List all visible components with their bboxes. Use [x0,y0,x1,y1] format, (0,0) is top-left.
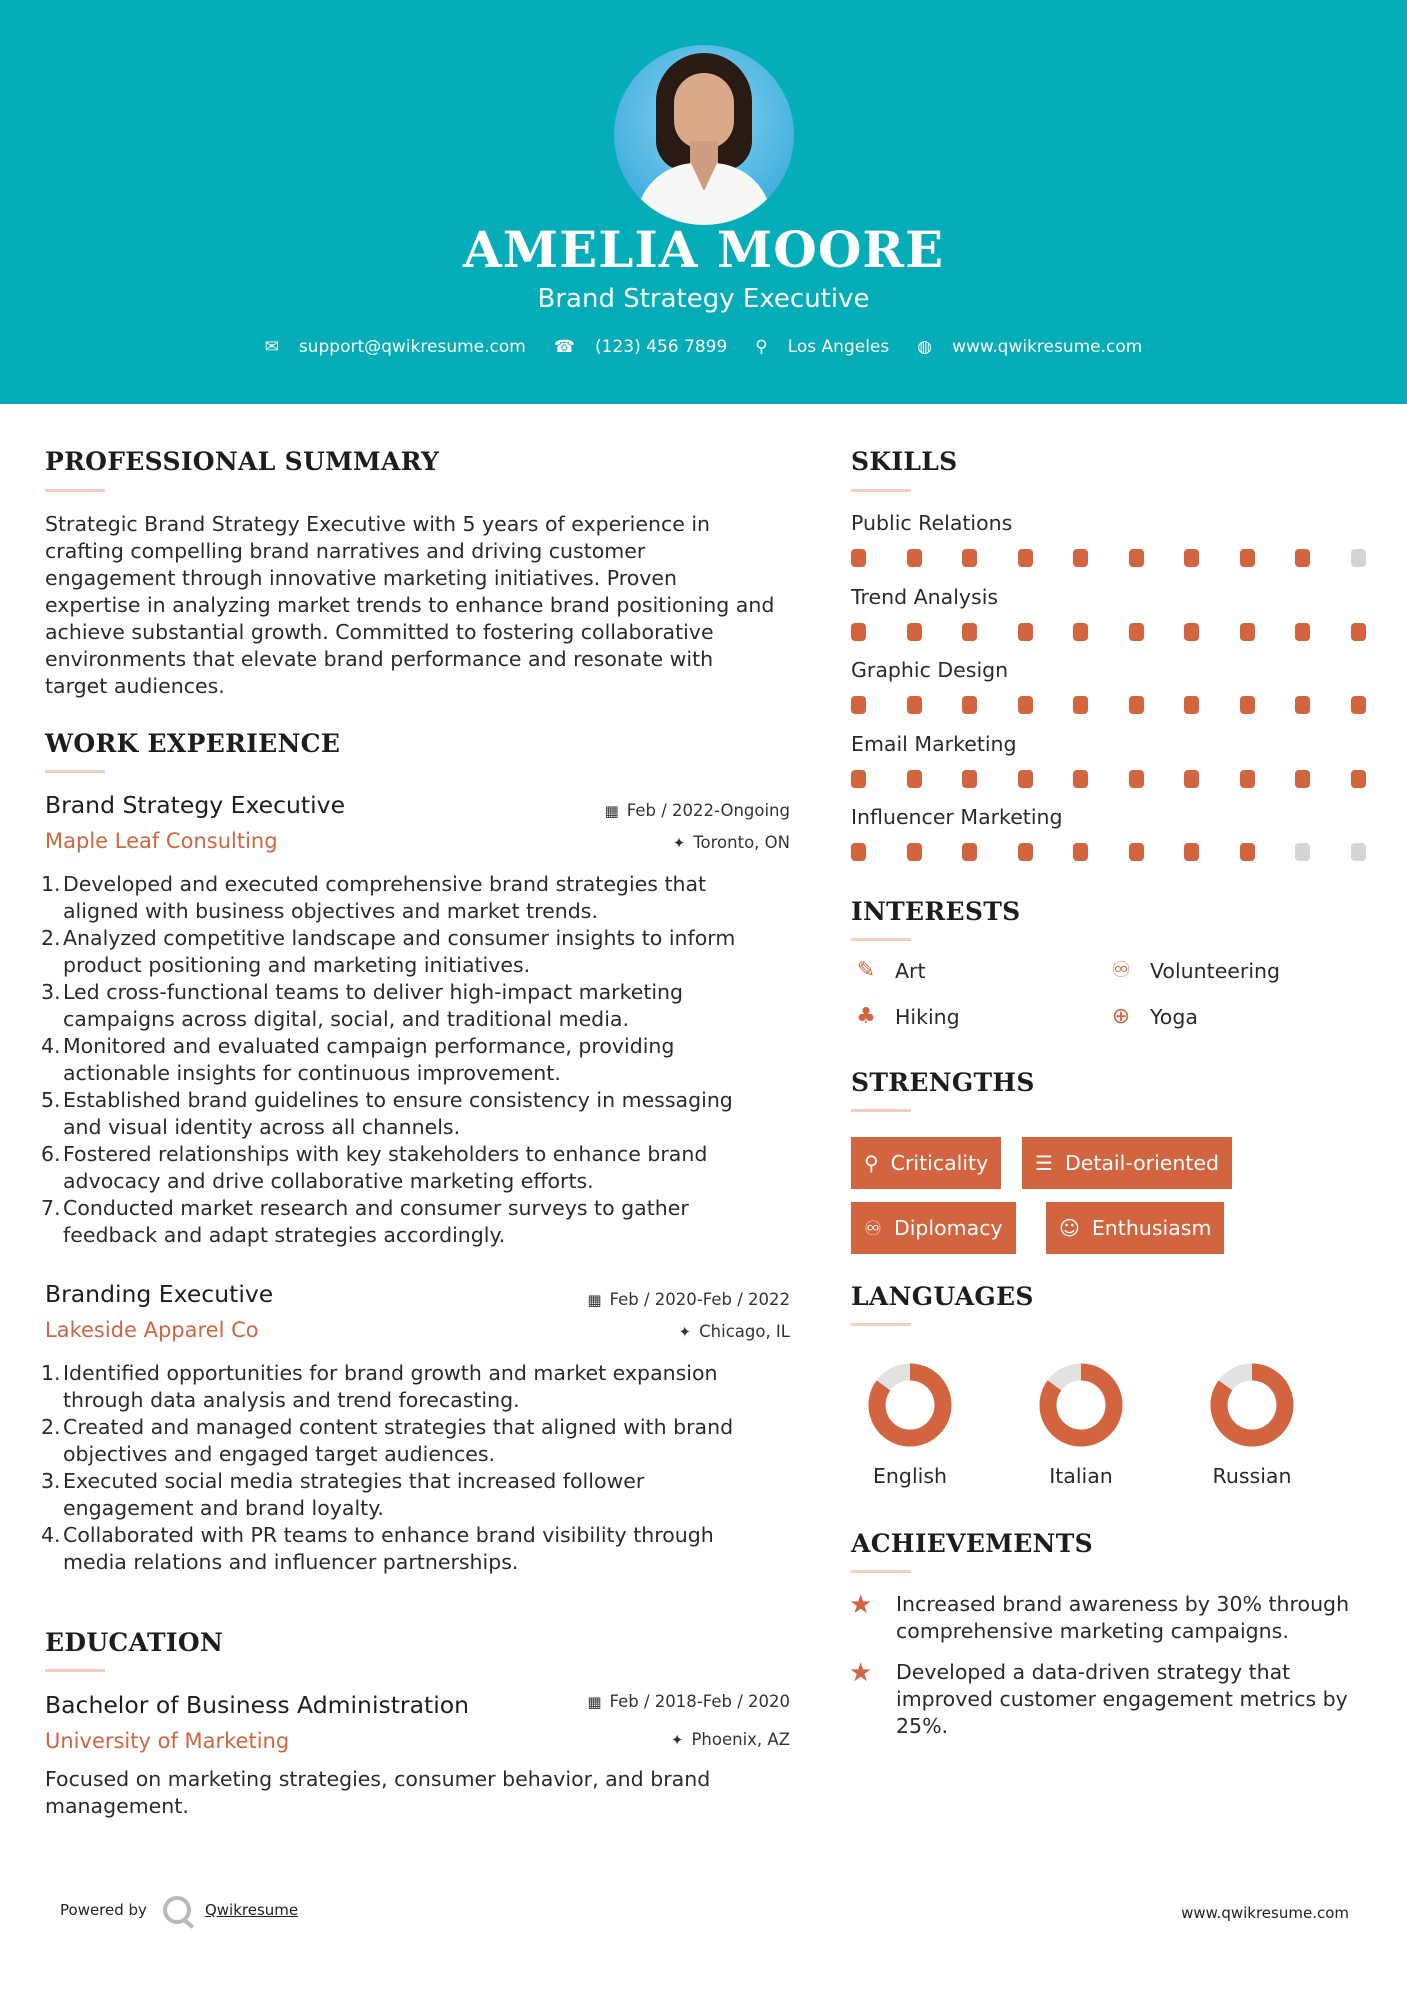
strength-enthusiasm: ☺ Enthusiasm [1046,1202,1224,1254]
skill-dot-filled [907,843,922,861]
skill-dot-filled [1018,549,1033,567]
skill-dot-filled [962,770,977,788]
skill-rating [851,770,1361,788]
skill-dot-filled [1351,696,1366,714]
achievements-rule [851,1570,911,1573]
contact-location [755,337,889,357]
website-text: www.qwikresume.com [952,337,1143,357]
list-item: 5. Established brand guidelines to ensure consistency in messaging and visual identity across all channels. [41,1088,733,1139]
skill-dot-filled [1073,843,1088,861]
candidate-name: AMELIA MOORE [462,220,945,279]
skill-dot-filled [1018,696,1033,714]
list-item: 7. Conducted market research and consumer surveys to gather feedback and adapt strategies accordingly. [41,1196,689,1247]
smile-icon: ☺ [1059,1216,1080,1240]
skill-dot-filled [851,843,866,861]
footer-powered-by [60,1896,298,1924]
life-ring-icon: ⊕ [1111,1004,1131,1029]
summary-heading: PROFESSIONAL SUMMARY [45,447,440,476]
skill-dot-filled [1184,549,1199,567]
calendar-icon: ▦ [587,1291,602,1309]
skill-rating [851,623,1361,641]
language-name: Russian [1212,1464,1292,1488]
contact-website[interactable] [917,337,1142,357]
job-dates: ▦ Feb / 2020-Feb / 2022 [587,1290,790,1309]
skill-dot-empty [1351,843,1366,861]
experience-heading: WORK EXPERIENCE [45,729,341,758]
skill-dot-filled [1073,623,1088,641]
job-title: Branding Executive [45,1280,274,1308]
qwikresume-link[interactable]: Qwikresume [204,1901,299,1919]
language-level-ring [867,1362,953,1448]
skill-dot-filled [851,623,866,641]
education-rule [45,1669,105,1672]
skill-dot-filled [1129,623,1144,641]
achievement-item: Increased brand awareness by 30% through comprehensive marketing campaigns. [896,1592,1350,1643]
job-dates: ▦ Feb / 2022-Ongoing [604,801,790,820]
skill-dot-filled [962,549,977,567]
languages-rule [851,1323,911,1326]
list-item: 6. Fostered relationships with key stakeholders to enhance brand advocacy and drive collaborative marketing efforts. [41,1142,708,1193]
candidate-title: Brand Strategy Executive [537,284,870,314]
skill-dot-filled [962,696,977,714]
contact-phone[interactable] [554,337,727,357]
job-location: ✦ Toronto, ON [672,833,790,852]
contact-email[interactable] [265,337,526,357]
education-location: ✦ Phoenix, AZ [670,1730,790,1749]
interests-rule [851,938,911,941]
list-item: 1. Identified opportunities for brand growth and market expansion through data analysis and trend forecasting. [41,1361,718,1412]
search-icon: ⚲ [864,1151,879,1175]
list-item: 2. Analyzed competitive landscape and consumer insights to inform product positioning and marketing initiatives. [41,926,736,977]
skill-name: Graphic Design [851,658,1009,682]
skill-rating [851,843,1361,861]
summary-rule [45,489,105,492]
skill-dot-filled [962,623,977,641]
handshake-icon: ♾ [1111,958,1131,983]
company-name: Maple Leaf Consulting [45,829,278,853]
pin-icon: ✦ [670,1731,684,1749]
star-icon: ★ [849,1658,873,1688]
interests-heading: INTERESTS [851,897,1021,926]
map-marker-icon: ⚲ [755,337,768,357]
language-name: Italian [1049,1464,1113,1488]
skill-dot-filled [1351,623,1366,641]
skill-dot-filled [907,696,922,714]
skill-dot-filled [1240,843,1255,861]
skill-dot-filled [851,696,866,714]
language-level-ring [1209,1362,1295,1448]
interest-hiking: ♣ Hiking [851,1004,960,1029]
skill-dot-filled [1129,843,1144,861]
skill-rating [851,549,1361,567]
skill-name: Influencer Marketing [851,805,1063,829]
skill-dot-filled [1073,770,1088,788]
phone-icon: ☎ [553,337,576,357]
calendar-icon: ▦ [587,1693,602,1711]
skill-dot-filled [907,770,922,788]
achievement-item: Developed a data-driven strategy that improved customer engagement metrics by 25%. [896,1660,1348,1738]
strengths-heading: STRENGTHS [851,1068,1035,1097]
skill-dot-empty [1351,549,1366,567]
list-icon: ☰ [1035,1151,1053,1175]
contact-bar [0,337,1407,357]
job-title: Brand Strategy Executive [45,791,346,819]
job-location: ✦ Chicago, IL [678,1322,790,1341]
skill-dot-filled [1184,696,1199,714]
language-name: English [872,1464,948,1488]
footer-url[interactable]: www.qwikresume.com [1181,1904,1349,1922]
interest-art: ✎ Art [851,958,926,983]
list-item: 4. Monitored and evaluated campaign performance, providing actionable insights for continuous improvement. [41,1034,675,1085]
star-icon: ★ [849,1590,873,1620]
globe-icon: ◍ [917,337,933,357]
skill-dot-filled [1240,549,1255,567]
skill-dot-filled [1018,843,1033,861]
strength-detail-oriented: ☰ Detail-oriented [1022,1137,1232,1189]
list-item: 3. Executed social media strategies that increased follower engagement and brand loyalty. [41,1469,645,1520]
skill-dot-filled [1184,843,1199,861]
email-text: support@qwikresume.com [298,337,526,357]
skill-dot-filled [1018,770,1033,788]
envelope-icon: ✉ [264,337,279,357]
list-item: 1. Developed and executed comprehensive brand strategies that aligned with business objectives and market trends. [41,872,707,923]
company-name: Lakeside Apparel Co [45,1318,259,1342]
education-dates: ▦ Feb / 2018-Feb / 2020 [587,1692,790,1711]
skill-dot-filled [962,843,977,861]
skill-dot-filled [851,549,866,567]
skill-dot-filled [1351,770,1366,788]
handshake-icon: ♾ [864,1216,882,1240]
skill-dot-filled [1129,549,1144,567]
skills-rule [851,489,911,492]
skill-dot-filled [1240,623,1255,641]
paintbrush-icon: ✎ [856,958,876,983]
experience-rule [45,770,105,773]
skill-dot-empty [1295,843,1310,861]
profile-photo [614,45,794,225]
header-banner [0,0,1407,404]
skill-dot-filled [1295,549,1310,567]
pin-icon: ✦ [678,1323,692,1341]
achievements-heading: ACHIEVEMENTS [851,1529,1093,1558]
powered-by-label: Powered by [60,1901,147,1919]
skill-rating [851,696,1361,714]
strength-diplomacy: ♾ Diplomacy [851,1202,1016,1254]
skill-dot-filled [1184,770,1199,788]
education-heading: EDUCATION [45,1628,224,1657]
list-item: 4. Collaborated with PR teams to enhance brand visibility through media relations and influencer partnerships. [41,1523,714,1574]
interest-yoga: ⊕ Yoga [1106,1004,1198,1029]
skill-dot-filled [1240,696,1255,714]
education-description: Focused on marketing strategies, consumer behavior, and brand management. [45,1767,711,1818]
calendar-icon: ▦ [604,802,619,820]
strengths-rule [851,1109,911,1112]
interest-volunteering: ♾ Volunteering [1106,958,1280,983]
skill-dot-filled [1073,549,1088,567]
location-text: Los Angeles [787,337,890,357]
language-level-ring [1038,1362,1124,1448]
job-bullets [41,871,805,1249]
skill-dot-filled [1240,770,1255,788]
list-item: 3. Led cross-functional teams to deliver high-impact marketing campaigns across digital, social, and traditional media. [41,980,684,1031]
job-bullets [41,1360,805,1576]
phone-text: (123) 456 7899 [595,337,728,357]
skill-dot-filled [907,549,922,567]
skill-dot-filled [1295,623,1310,641]
list-item: 2. Created and managed content strategies that aligned with brand objectives and engaged target audiences. [41,1415,734,1466]
skill-dot-filled [1129,696,1144,714]
strength-criticality: ⚲ Criticality [851,1137,1001,1189]
skill-dot-filled [1295,770,1310,788]
pin-icon: ✦ [672,834,686,852]
skill-dot-filled [907,623,922,641]
languages-heading: LANGUAGES [851,1282,1034,1311]
degree-title: Bachelor of Business Administration [45,1691,470,1719]
skill-dot-filled [1018,623,1033,641]
skill-dot-filled [1073,696,1088,714]
school-name: University of Marketing [45,1729,290,1753]
skill-name: Trend Analysis [851,584,999,609]
skill-dot-filled [1295,696,1310,714]
skill-name: Email Marketing [851,731,1017,756]
skills-heading: SKILLS [851,447,958,476]
skill-dot-filled [851,770,866,788]
summary-text: Strategic Brand Strategy Executive with 5 years of experience in crafting compelling brand narratives and driving customer engagement through innovative marketing initiatives. Proven expertise in analyzing market trends to enhance brand positioning and achieve substantial growth. Committed to fostering collaborative environments that elevate brand performance and resonate with target audiences. [45,512,775,698]
skill-name: Public Relations [851,511,1013,535]
skill-dot-filled [1129,770,1144,788]
qwikresume-logo-icon [163,1896,191,1924]
tree-icon: ♣ [856,1004,876,1029]
skill-dot-filled [1184,623,1199,641]
